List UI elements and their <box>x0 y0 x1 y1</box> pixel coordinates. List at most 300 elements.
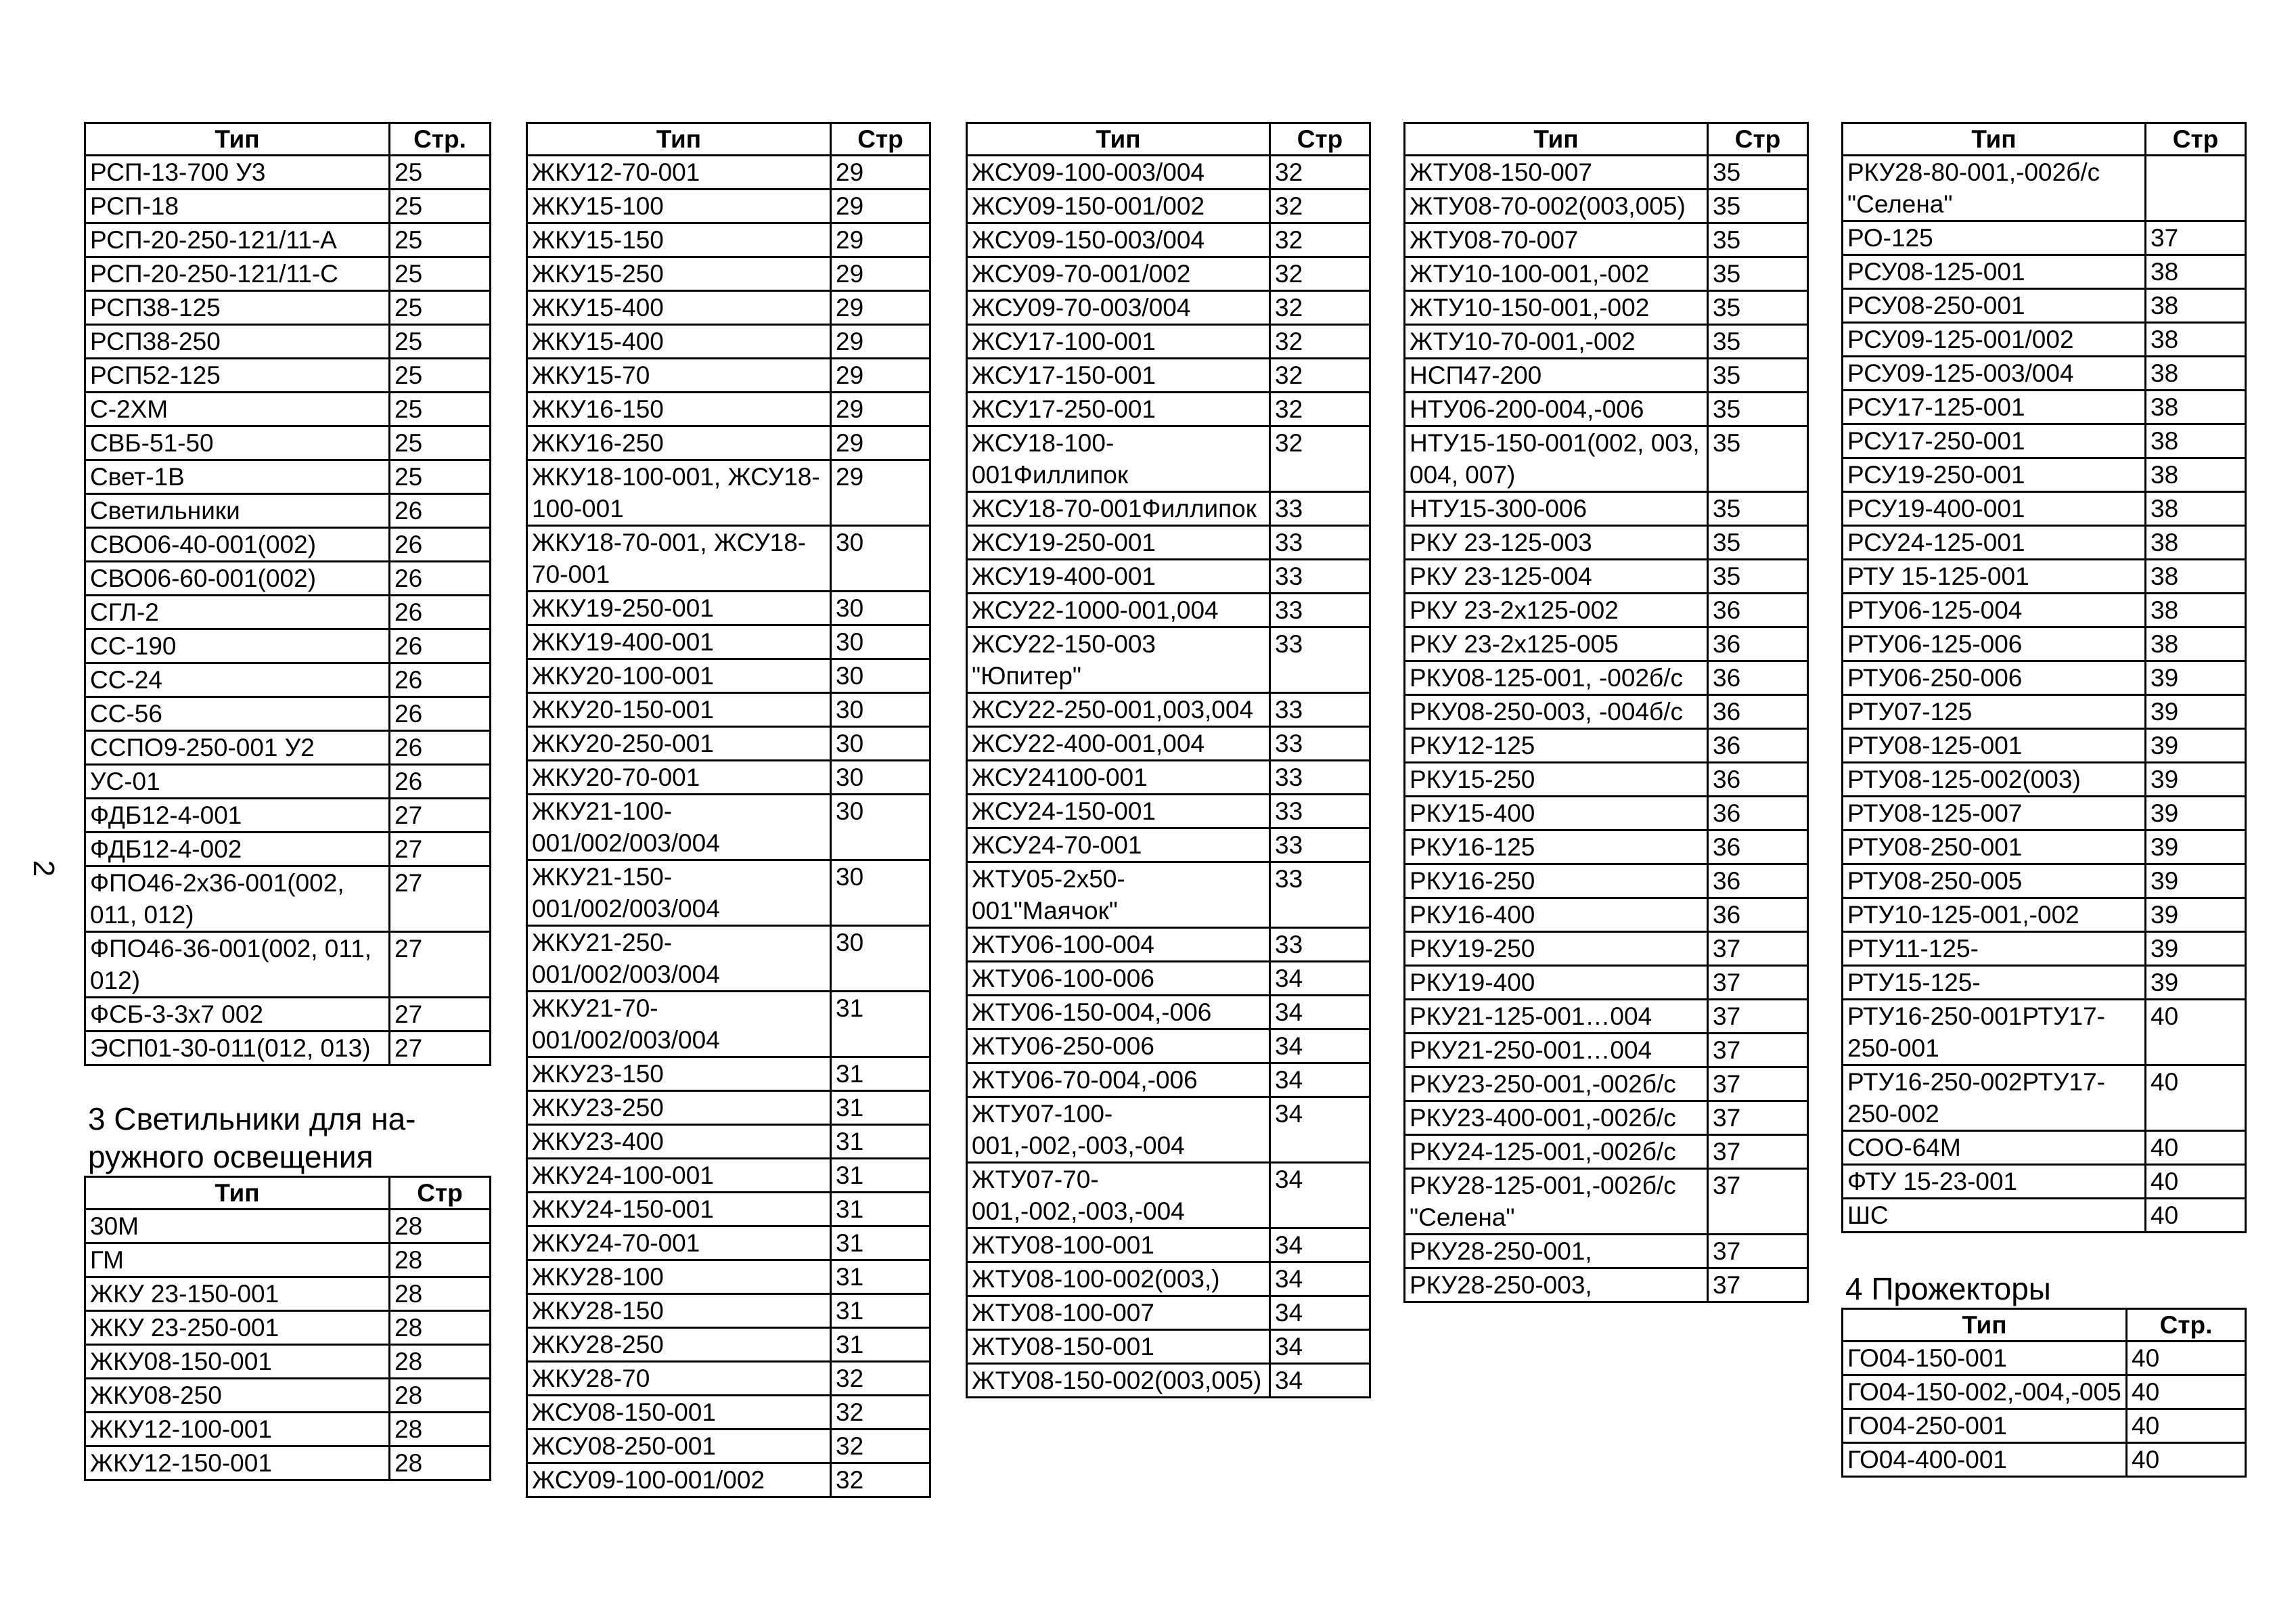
cell-type: ЖКУ16-250 <box>527 426 831 460</box>
cell-page: 36 <box>1708 627 1808 661</box>
cell-type: ШС <box>1843 1199 2146 1233</box>
cell-type: ЖТУ10-70-001,-002 <box>1405 325 1708 359</box>
cell-type: ЖКУ28-70 <box>527 1362 831 1396</box>
cell-page: 35 <box>1708 291 1808 325</box>
cell-page: 30 <box>831 659 930 693</box>
column-header-type: Тип <box>967 123 1270 156</box>
table-row <box>527 1328 930 1362</box>
cell-type: РТУ08-250-001 <box>1843 830 2146 864</box>
cell-page: 25 <box>390 156 491 190</box>
cell-type: ЖКУ20-250-001 <box>527 727 831 761</box>
cell-page: 38 <box>2146 357 2246 391</box>
cell-type: РКУ15-400 <box>1405 797 1708 830</box>
cell-page: 30 <box>831 592 930 625</box>
cell-type: РТУ15-125- <box>1843 966 2146 1000</box>
cell-page: 34 <box>1270 962 1370 996</box>
cell-page: 37 <box>1708 1235 1808 1268</box>
cell-type: ЖКУ18-100-001, ЖСУ18-100-001 <box>527 460 831 526</box>
table-row <box>527 526 930 592</box>
table-row <box>1843 864 2246 898</box>
cell-type: РТУ16-250-001РТУ17-250-001 <box>1843 1000 2146 1065</box>
table-row <box>85 697 491 731</box>
table-row <box>1405 729 1808 763</box>
cell-type: СВО06-40-001(002) <box>85 528 390 562</box>
table-row <box>85 1311 491 1345</box>
cell-page: 26 <box>390 697 491 731</box>
cell-page: 36 <box>1708 729 1808 763</box>
cell-type: ССПО9-250-001 У2 <box>85 731 390 765</box>
cell-type: РСУ24-125-001 <box>1843 526 2146 560</box>
cell-page: 37 <box>1708 1101 1808 1135</box>
table-row <box>1843 763 2246 797</box>
table-row <box>1405 932 1808 966</box>
table-row <box>85 1345 491 1379</box>
cell-type: ЖКУ19-400-001 <box>527 625 831 659</box>
table-row <box>967 393 1370 426</box>
index-column-4 <box>1403 122 1809 1303</box>
table-row <box>527 359 930 393</box>
table-row <box>85 866 491 932</box>
table-row <box>85 190 491 223</box>
table-row <box>1843 1409 2246 1443</box>
cell-page: 31 <box>831 1260 930 1294</box>
cell-type: С-2ХМ <box>85 393 390 426</box>
cell-page: 28 <box>390 1277 491 1311</box>
table-row <box>1405 325 1808 359</box>
table-row <box>967 1262 1370 1296</box>
cell-type: ЖКУ12-70-001 <box>527 156 831 190</box>
table-row <box>527 1294 930 1328</box>
cell-type: ЖСУ24100-001 <box>967 761 1270 795</box>
cell-type: ЖТУ08-150-007 <box>1405 156 1708 190</box>
table-row <box>967 1097 1370 1163</box>
cell-page: 33 <box>1270 526 1370 560</box>
cell-page: 35 <box>1708 190 1808 223</box>
table-row <box>967 761 1370 795</box>
cell-type: ЖТУ08-100-007 <box>967 1296 1270 1330</box>
table-row <box>85 1379 491 1413</box>
cell-type: ЖКУ20-70-001 <box>527 761 831 795</box>
cell-type: ЖКУ20-150-001 <box>527 693 831 727</box>
table-row <box>1843 1165 2246 1199</box>
table-row <box>1843 830 2246 864</box>
cell-type: ЖКУ21-250-001/002/003/004 <box>527 926 831 992</box>
table-row <box>1405 695 1808 729</box>
cell-type: ГО04-150-001 <box>1843 1342 2127 1375</box>
table-row <box>85 257 491 291</box>
table-header-row <box>1843 123 2246 156</box>
cell-page: 38 <box>2146 424 2246 458</box>
cell-page: 34 <box>1270 1228 1370 1262</box>
cell-page: 33 <box>1270 693 1370 727</box>
cell-page: 26 <box>390 528 491 562</box>
cell-page: 29 <box>831 325 930 359</box>
cell-type: РТУ08-125-007 <box>1843 797 2146 830</box>
cell-type: ЖКУ15-250 <box>527 257 831 291</box>
cell-type: РКУ08-125-001, -002б/с <box>1405 661 1708 695</box>
cell-page: 39 <box>2146 830 2246 864</box>
table-row <box>1843 323 2246 357</box>
table-row <box>1843 627 2246 661</box>
table-row <box>1843 289 2246 323</box>
cell-type: ЖКУ28-250 <box>527 1328 831 1362</box>
cell-page: 40 <box>2127 1409 2246 1443</box>
table-row <box>85 359 491 393</box>
cell-page: 32 <box>1270 257 1370 291</box>
table-row <box>1843 729 2246 763</box>
cell-page: 34 <box>1270 1163 1370 1228</box>
table-row <box>527 460 930 526</box>
cell-page: 33 <box>1270 761 1370 795</box>
cell-type: ЖСУ08-250-001 <box>527 1430 831 1463</box>
cell-type: ЖКУ12-100-001 <box>85 1413 390 1446</box>
cell-page: 25 <box>390 393 491 426</box>
table-row <box>967 1063 1370 1097</box>
table-row <box>1405 1101 1808 1135</box>
cell-type: ЖТУ10-100-001,-002 <box>1405 257 1708 291</box>
cell-type: ЖКУ21-100-001/002/003/004 <box>527 795 831 860</box>
table-row <box>1405 1235 1808 1268</box>
cell-type: СОО-64М <box>1843 1131 2146 1165</box>
cell-page: 33 <box>1270 627 1370 693</box>
cell-type: РСП-18 <box>85 190 390 223</box>
table-row <box>85 765 491 799</box>
cell-page: 30 <box>831 727 930 761</box>
cell-type: ЖСУ17-250-001 <box>967 393 1270 426</box>
cell-page: 40 <box>2127 1342 2246 1375</box>
table-row <box>1405 898 1808 932</box>
column-header-page: Стр <box>1270 123 1370 156</box>
cell-page: 28 <box>390 1243 491 1277</box>
cell-type: СС-56 <box>85 697 390 731</box>
cell-page: 37 <box>1708 1034 1808 1067</box>
table-row <box>1843 1065 2246 1131</box>
table-row <box>527 1430 930 1463</box>
table-row <box>1405 830 1808 864</box>
table-row <box>527 325 930 359</box>
table-row <box>527 926 930 992</box>
table-row <box>967 996 1370 1029</box>
cell-page: 35 <box>1708 359 1808 393</box>
cell-page: 34 <box>1270 1097 1370 1163</box>
cell-type: РТУ07-125 <box>1843 695 2146 729</box>
cell-type: РСУ09-125-003/004 <box>1843 357 2146 391</box>
cell-type: ЖКУ24-70-001 <box>527 1226 831 1260</box>
cell-page: 39 <box>2146 797 2246 830</box>
table-row <box>527 190 930 223</box>
cell-type: СВБ-51-50 <box>85 426 390 460</box>
cell-page: 32 <box>1270 359 1370 393</box>
cell-type: РКУ19-250 <box>1405 932 1708 966</box>
table-row <box>85 393 491 426</box>
table-row <box>527 659 930 693</box>
table-row <box>527 291 930 325</box>
cell-type: УС-01 <box>85 765 390 799</box>
cell-type: Светильники <box>85 494 390 528</box>
table-row <box>967 962 1370 996</box>
cell-page: 32 <box>831 1362 930 1396</box>
table-row <box>1843 560 2246 594</box>
cell-type: ФСБ-3-3х7 002 <box>85 998 390 1032</box>
cell-type: ЖКУ 23-150-001 <box>85 1277 390 1311</box>
cell-type: ГО04-250-001 <box>1843 1409 2127 1443</box>
cell-type: ЖКУ28-150 <box>527 1294 831 1328</box>
cell-type: НТУ15-150-001(002, 003, 004, 007) <box>1405 426 1708 492</box>
cell-page: 26 <box>390 629 491 663</box>
cell-type: ЖКУ15-150 <box>527 223 831 257</box>
cell-page: 35 <box>1708 526 1808 560</box>
table-row <box>85 663 491 697</box>
cell-page: 38 <box>2146 526 2246 560</box>
table-row <box>1843 424 2246 458</box>
table-row <box>1843 492 2246 526</box>
cell-page: 33 <box>1270 560 1370 594</box>
cell-type: ЖКУ24-100-001 <box>527 1159 831 1193</box>
cell-type: ЖТУ06-100-006 <box>967 962 1270 996</box>
table-row <box>527 761 930 795</box>
cell-page: 35 <box>1708 257 1808 291</box>
cell-type: ЖТУ08-150-001 <box>967 1330 1270 1364</box>
table-row <box>85 291 491 325</box>
cell-page: 40 <box>2146 1165 2246 1199</box>
table-row <box>967 1330 1370 1364</box>
table-row <box>967 1029 1370 1063</box>
cell-page: 25 <box>390 325 491 359</box>
cell-page: 26 <box>390 562 491 596</box>
table-row <box>527 223 930 257</box>
cell-page: 30 <box>831 625 930 659</box>
cell-type: РКУ16-400 <box>1405 898 1708 932</box>
cell-page: 36 <box>1708 695 1808 729</box>
cell-page: 38 <box>2146 627 2246 661</box>
cell-page: 30 <box>831 860 930 926</box>
cell-type: ЖКУ15-70 <box>527 359 831 393</box>
cell-page: 25 <box>390 257 491 291</box>
table-row <box>85 596 491 629</box>
cell-page: 25 <box>390 359 491 393</box>
table-row <box>527 156 930 190</box>
cell-page: 35 <box>1708 393 1808 426</box>
table-row <box>1405 1034 1808 1067</box>
table-row <box>85 223 491 257</box>
cell-type: ЖСУ22-150-003 "Юпитер" <box>967 627 1270 693</box>
cell-page: 29 <box>831 156 930 190</box>
cell-page: 36 <box>1708 797 1808 830</box>
table-row <box>527 795 930 860</box>
cell-type: РСП38-250 <box>85 325 390 359</box>
cell-type: ЖТУ06-150-004,-006 <box>967 996 1270 1029</box>
table-row <box>85 325 491 359</box>
table-row <box>527 1057 930 1091</box>
cell-type: ЖКУ23-250 <box>527 1091 831 1125</box>
cell-page: 35 <box>1708 156 1808 190</box>
table-header-row <box>1843 1309 2246 1342</box>
cell-type: РСП52-125 <box>85 359 390 393</box>
cell-type: РКУ12-125 <box>1405 729 1708 763</box>
cell-type: ЖКУ23-150 <box>527 1057 831 1091</box>
table-row <box>1405 291 1808 325</box>
table-row <box>527 393 930 426</box>
cell-page: 31 <box>831 1125 930 1159</box>
cell-page: 27 <box>390 932 491 998</box>
cell-type: ЖСУ08-150-001 <box>527 1396 831 1430</box>
cell-type: ЖСУ19-250-001 <box>967 526 1270 560</box>
cell-page: 27 <box>390 1032 491 1065</box>
table-row <box>1843 695 2246 729</box>
cell-page: 31 <box>831 992 930 1057</box>
table-row <box>85 156 491 190</box>
table-header-row <box>967 123 1370 156</box>
cell-page: 34 <box>1270 1262 1370 1296</box>
table-row <box>85 562 491 596</box>
cell-type: СГЛ-2 <box>85 596 390 629</box>
cell-type: ЖСУ19-400-001 <box>967 560 1270 594</box>
cell-type: РКУ 23-2х125-002 <box>1405 594 1708 627</box>
table-row <box>1843 1000 2246 1065</box>
cell-page: 30 <box>831 693 930 727</box>
cell-type: РКУ 23-2х125-005 <box>1405 627 1708 661</box>
table-row <box>85 1277 491 1311</box>
index-column-3 <box>966 122 1371 1398</box>
cell-type: РКУ21-250-001…004 <box>1405 1034 1708 1067</box>
cell-type: ЖКУ18-70-001, ЖСУ18-70-001 <box>527 526 831 592</box>
cell-page: 27 <box>390 998 491 1032</box>
cell-page: 25 <box>390 190 491 223</box>
cell-type: ГО04-150-002,-004,-005 <box>1843 1375 2127 1409</box>
cell-page: 36 <box>1708 594 1808 627</box>
table-row <box>967 560 1370 594</box>
index-column-5 <box>1841 122 2247 1478</box>
cell-page: 39 <box>2146 966 2246 1000</box>
table-row <box>1405 359 1808 393</box>
table-row <box>1405 492 1808 526</box>
table-row <box>1843 221 2246 255</box>
table-row <box>527 1226 930 1260</box>
table-row <box>1405 526 1808 560</box>
cell-page: 31 <box>831 1294 930 1328</box>
cell-type: ЖСУ09-70-003/004 <box>967 291 1270 325</box>
cell-type: ЖСУ18-70-001Филлипок <box>967 492 1270 526</box>
cell-page: 28 <box>390 1311 491 1345</box>
cell-type: ЖКУ08-150-001 <box>85 1345 390 1379</box>
cell-type: РКУ23-400-001,-002б/с <box>1405 1101 1708 1135</box>
section-title-outdoor-lights: 3 Светильники для на-ружного освещения <box>88 1101 416 1174</box>
cell-page: 33 <box>1270 492 1370 526</box>
cell-type: НСП47-200 <box>1405 359 1708 393</box>
table-row <box>967 727 1370 761</box>
table-row <box>1843 898 2246 932</box>
cell-type: ЖСУ22-400-001,004 <box>967 727 1270 761</box>
cell-type: ЖКУ16-150 <box>527 393 831 426</box>
table-row <box>1405 426 1808 492</box>
cell-page: 38 <box>2146 458 2246 492</box>
cell-type: СС-190 <box>85 629 390 663</box>
table-header-row <box>527 123 930 156</box>
cell-page: 35 <box>1708 223 1808 257</box>
table-row <box>967 828 1370 862</box>
table-row <box>1405 797 1808 830</box>
cell-page: 37 <box>2146 221 2246 255</box>
cell-type: РТУ11-125- <box>1843 932 2146 966</box>
cell-page: 26 <box>390 663 491 697</box>
cell-page: 31 <box>831 1193 930 1226</box>
cell-type: ЖСУ09-150-001/002 <box>967 190 1270 223</box>
cell-page: 38 <box>2146 391 2246 424</box>
column-header-page: Стр <box>1708 123 1808 156</box>
table-row <box>1405 966 1808 1000</box>
cell-page: 29 <box>831 460 930 526</box>
table-row <box>85 932 491 998</box>
cell-type: ЖСУ09-100-003/004 <box>967 156 1270 190</box>
cell-page: 35 <box>1708 492 1808 526</box>
cell-page: 39 <box>2146 898 2246 932</box>
table-row <box>1843 458 2246 492</box>
table-row <box>527 592 930 625</box>
table-row <box>1405 393 1808 426</box>
cell-page: 37 <box>1708 932 1808 966</box>
table-row <box>1843 966 2246 1000</box>
cell-type: ФТУ 15-23-001 <box>1843 1165 2146 1199</box>
cell-page: 32 <box>1270 393 1370 426</box>
index-table <box>526 122 931 1498</box>
cell-page: 36 <box>1708 661 1808 695</box>
cell-page: 31 <box>831 1328 930 1362</box>
cell-type: РКУ28-125-001,-002б/с "Селена" <box>1405 1169 1708 1235</box>
cell-page: 34 <box>1270 996 1370 1029</box>
cell-page: 38 <box>2146 323 2246 357</box>
cell-page: 40 <box>2146 1000 2246 1065</box>
cell-type: ЖСУ24-150-001 <box>967 795 1270 828</box>
table-row <box>85 833 491 866</box>
cell-page: 28 <box>390 1210 491 1243</box>
table-row <box>85 799 491 833</box>
cell-type: РТУ16-250-002РТУ17-250-002 <box>1843 1065 2146 1131</box>
cell-page: 30 <box>831 761 930 795</box>
table-row <box>527 1193 930 1226</box>
cell-type: ЖКУ 23-250-001 <box>85 1311 390 1345</box>
column-header-page: Стр <box>390 1177 491 1210</box>
cell-page: 28 <box>390 1446 491 1480</box>
cell-page: 35 <box>1708 560 1808 594</box>
cell-page: 27 <box>390 866 491 932</box>
table-row <box>1843 391 2246 424</box>
table-row <box>85 629 491 663</box>
cell-type: ЖСУ09-70-001/002 <box>967 257 1270 291</box>
page-number: 2 <box>27 860 61 877</box>
cell-type: ФДБ12-4-002 <box>85 833 390 866</box>
table-row <box>85 426 491 460</box>
cell-page: 32 <box>831 1463 930 1497</box>
cell-page: 40 <box>2146 1131 2246 1165</box>
cell-page: 32 <box>1270 325 1370 359</box>
table-row <box>527 693 930 727</box>
cell-page: 28 <box>390 1413 491 1446</box>
cell-page: 25 <box>390 460 491 494</box>
cell-type: РТУ08-125-001 <box>1843 729 2146 763</box>
cell-type: ЖТУ06-100-004 <box>967 928 1270 962</box>
table-row <box>527 860 930 926</box>
cell-page: 40 <box>2127 1443 2246 1477</box>
table-row <box>967 291 1370 325</box>
table-row <box>1405 223 1808 257</box>
table-row <box>967 795 1370 828</box>
table-row <box>967 594 1370 627</box>
column-header-page: Стр <box>831 123 930 156</box>
cell-type: ЖТУ05-2х50-001"Маячок" <box>967 862 1270 928</box>
cell-type: ЖКУ21-150-001/002/003/004 <box>527 860 831 926</box>
cell-type: ЖСУ17-100-001 <box>967 325 1270 359</box>
cell-type: РКУ28-80-001,-002б/с "Селена" <box>1843 156 2146 221</box>
